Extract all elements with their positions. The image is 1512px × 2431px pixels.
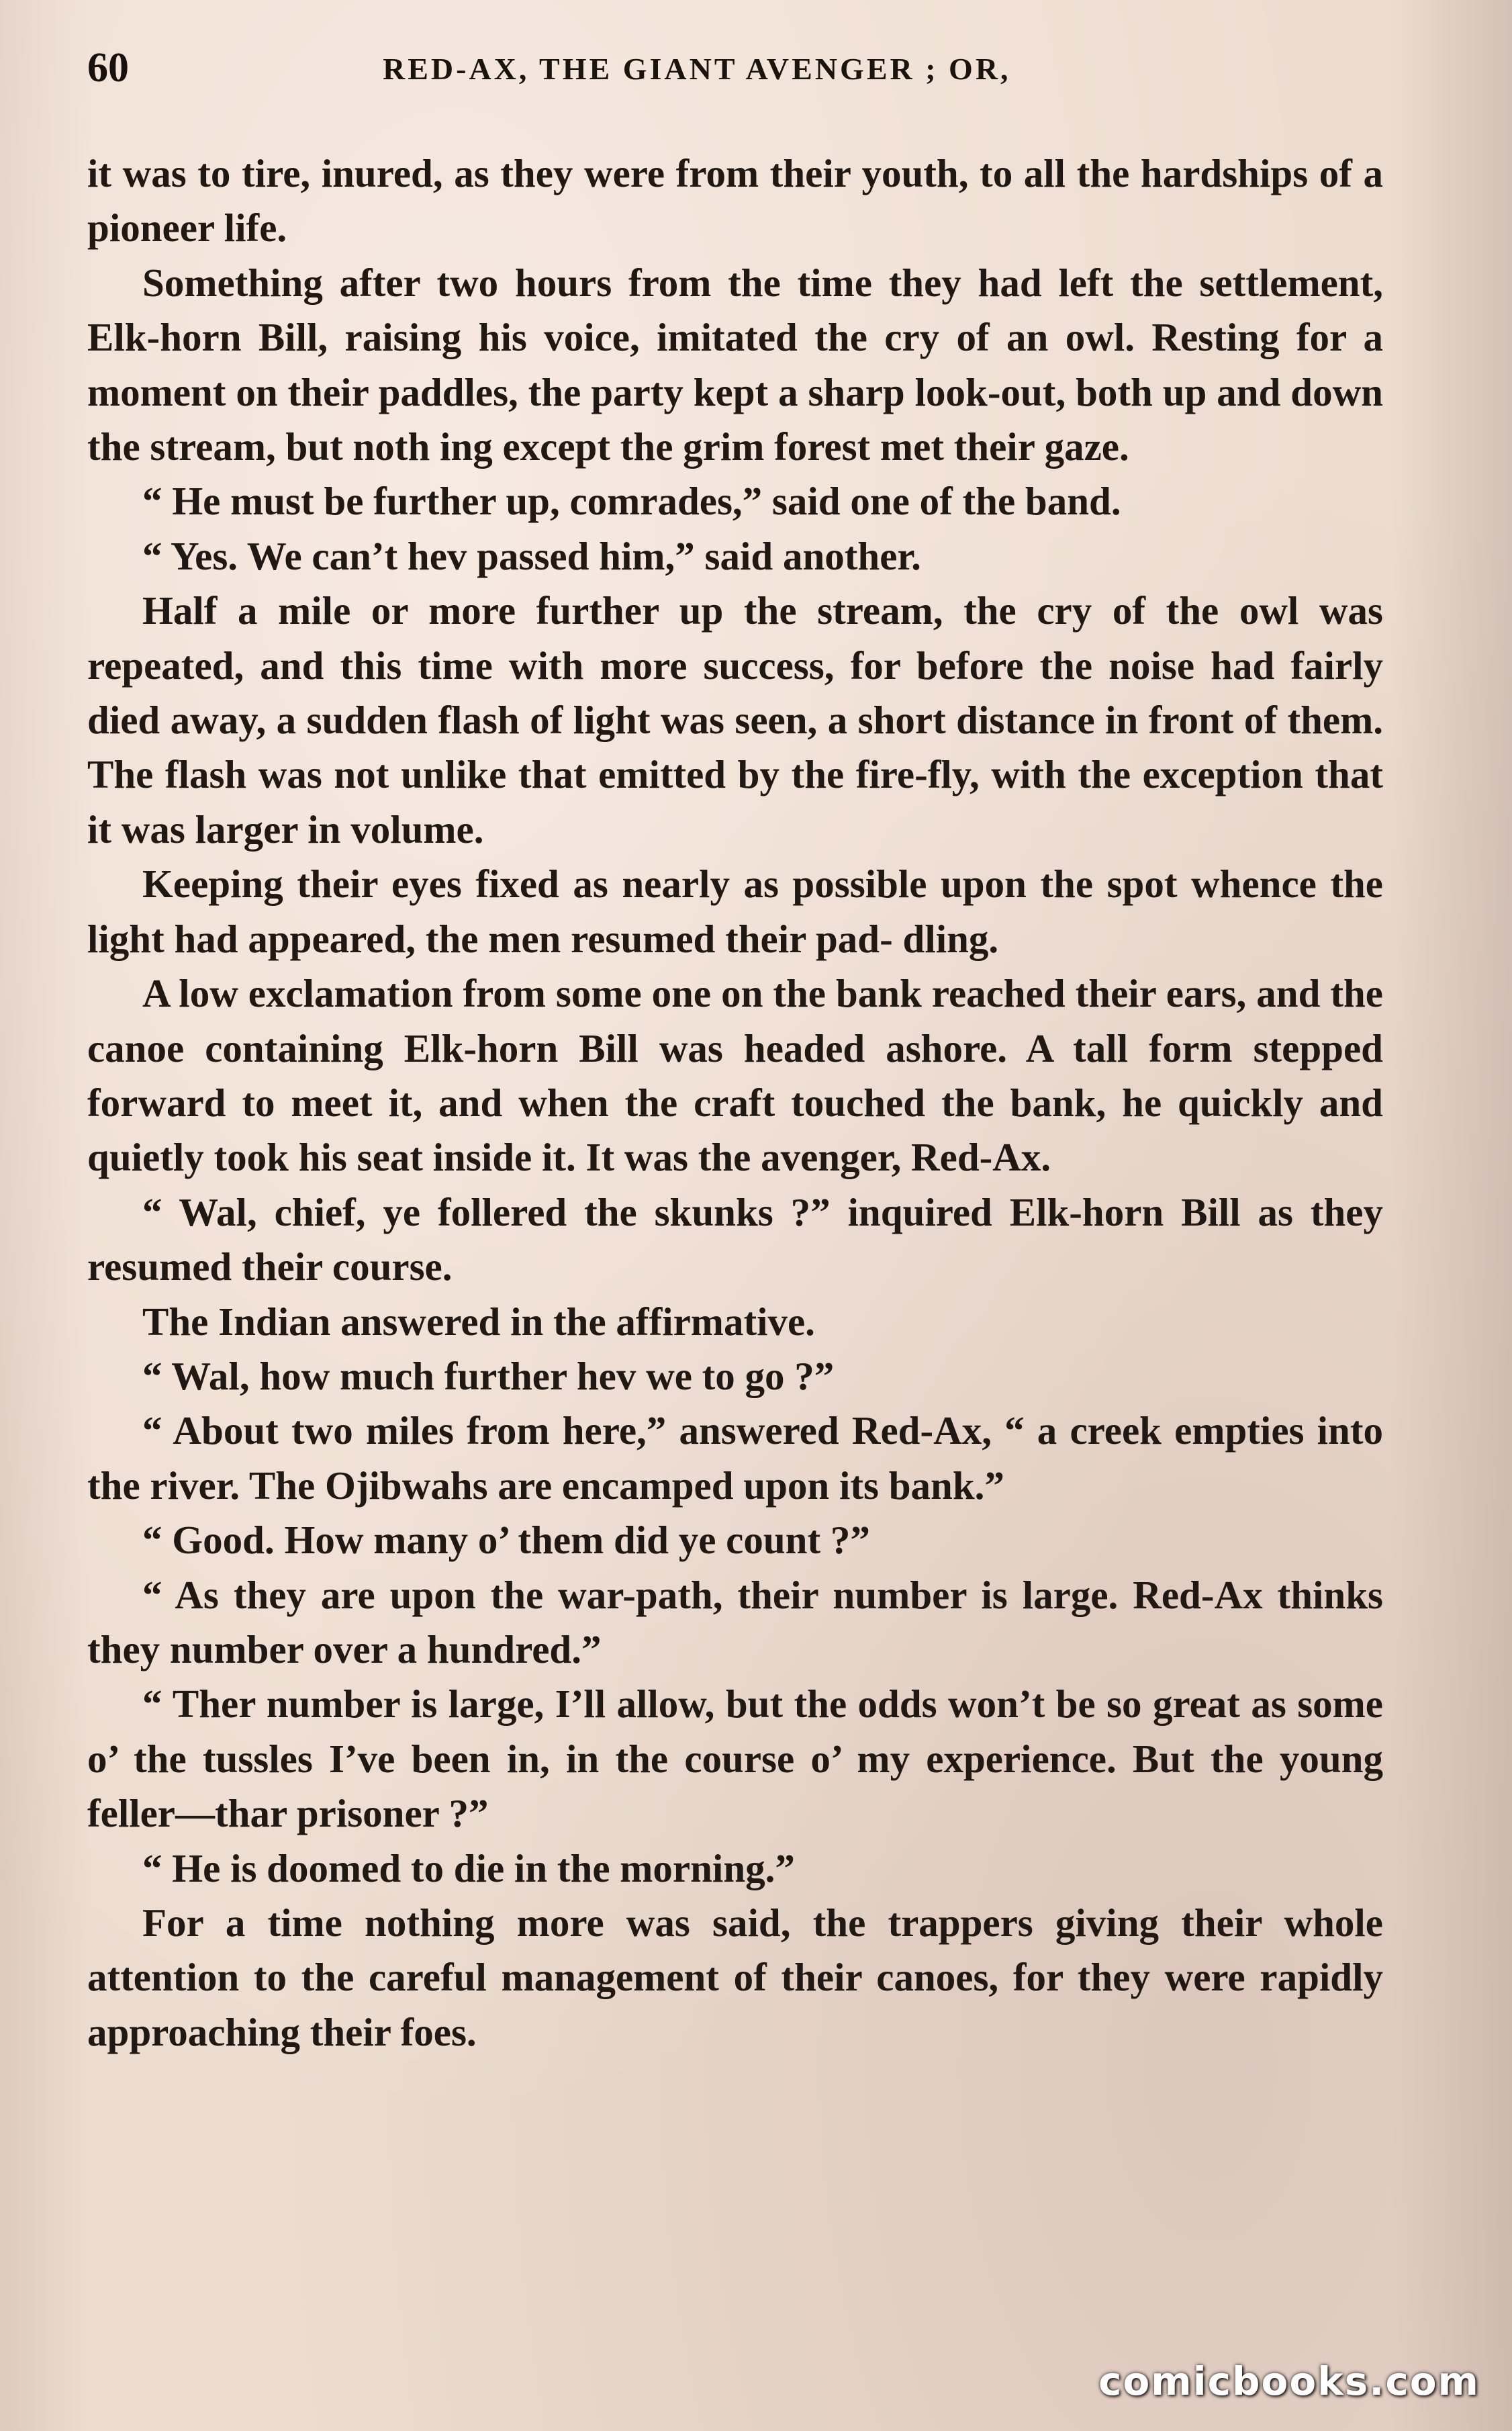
paragraph: “ Yes. We can’t hev passed him,” said another.: [142, 533, 921, 578]
paragraph: “ About two miles from here,” answered Red-Ax, “ a creek empties into the river. The Ojibwahs are encamped upon its bank.”: [87, 1408, 1383, 1508]
paragraph: “ Good. How many o’ them did ye count ?”: [142, 1518, 870, 1563]
paragraph: Something after two hours from the time they had left the settlement, Elk-horn Bill, raising his voice, imitated the cry of an owl. Resting for a moment on their paddles, the party kept a sharp look-out, both up and down the stream, but noth ing except the grim forest met their gaze.: [87, 260, 1383, 469]
paragraph: Keeping their eyes fixed as nearly as possible upon the spot whence the light had appeared, the men resumed their pad- dling.: [87, 862, 1383, 961]
paragraph: For a time nothing more was said, the trappers giving their whole attention to the careful management of their canoes, for they were rapidly approaching their foes.: [87, 1900, 1383, 2054]
page-header: [87, 40, 1383, 101]
paragraph: “ He must be further up, comrades,” said one of the band.: [142, 479, 1121, 524]
paragraph: Half a mile or more further up the stream, the cry of the owl was repeated, and this time with more success, for before the noise had fairly died away, a sudden flash of light was seen, a short distance in front of them. The flash was not unlike that emitted by the fire-fly, with the exception that it was larger in volume.: [87, 588, 1383, 852]
paragraph: “ He is doomed to die in the morning.”: [142, 1845, 795, 1890]
running-head: RED-AX, THE GIANT AVENGER ; OR,: [383, 52, 1011, 86]
body-text: [87, 146, 1383, 2060]
paragraph: “ Wal, chief, ye follered the skunks ?” inquired Elk-horn Bill as they resumed their course.: [87, 1189, 1383, 1289]
watermark-logo: comicbooks.com: [1098, 2358, 1480, 2404]
paragraph: “ As they are upon the war-path, their number is large. Red-Ax thinks they number over a hundred.”: [87, 1572, 1383, 1671]
page-number: 60: [87, 45, 129, 91]
paragraph: “ Wal, how much further hev we to go ?”: [142, 1353, 835, 1398]
paragraph: The Indian answered in the affirmative.: [142, 1299, 815, 1344]
paragraph: “ Ther number is large, I’ll allow, but the odds won’t be so great as some o’ the tussles I’ve been in, in the course o’ my experience. But the young feller—thar prisoner ?”: [87, 1682, 1383, 1836]
paragraph: it was to tire, inured, as they were from their youth, to all the hardships of a pioneer life.: [87, 151, 1383, 250]
paragraph: A low exclamation from some one on the bank reached their ears, and the canoe containing Elk-horn Bill was headed ashore. A tall form stepped forward to meet it, and when the craft touched the bank, he quickly and quietly took his seat inside it. It was the avenger, Red-Ax.: [87, 971, 1383, 1180]
